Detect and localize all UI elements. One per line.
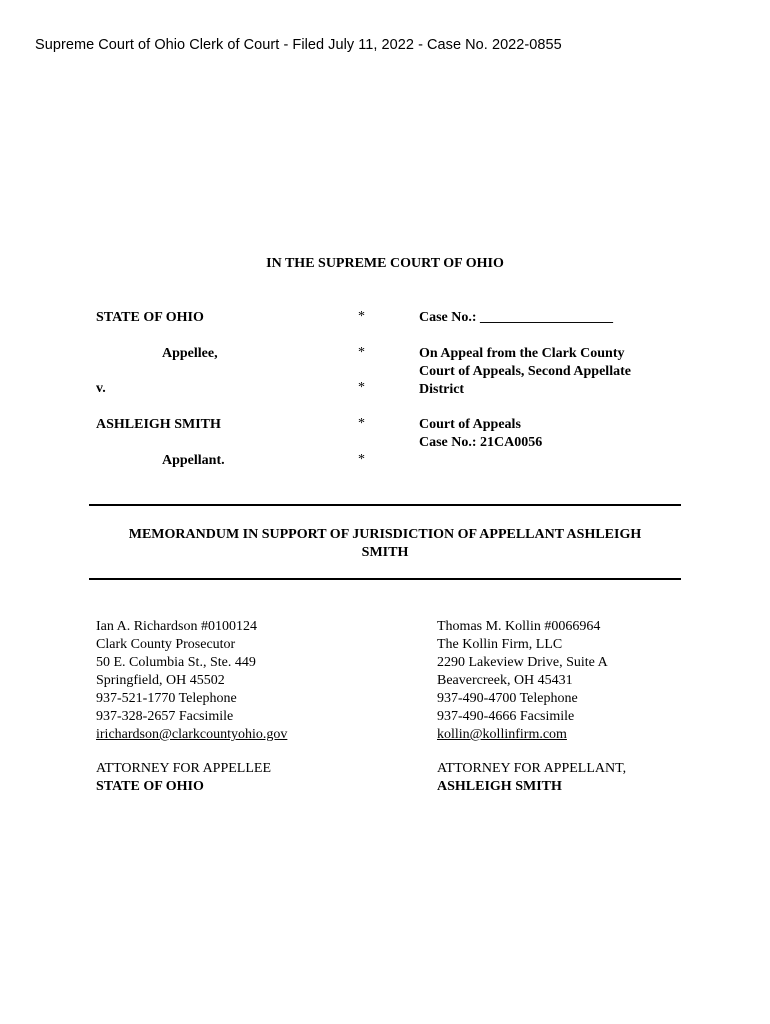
counsel-office: The Kollin Firm, LLC: [437, 637, 563, 652]
top-divider: [89, 504, 681, 506]
appellant-name: ASHLEIGH SMITH: [96, 417, 221, 432]
appellee-role: Appellee,: [162, 346, 218, 361]
appellant-counsel-block: [437, 618, 608, 744]
bottom-divider: [89, 578, 681, 580]
appeal-origin-line: District: [419, 382, 465, 397]
appeal-origin: [419, 345, 631, 399]
court-of-appeals-label: Court of Appeals: [419, 417, 521, 432]
caption-separator: *: [358, 309, 365, 324]
court-heading: IN THE SUPREME COURT OF OHIO: [266, 256, 504, 271]
counsel-fax: 937-490-4666 Facsimile: [437, 709, 575, 724]
memorandum-title-line: SMITH: [361, 545, 409, 560]
counsel-name: Ian A. Richardson #0100124: [96, 619, 257, 634]
counsel-name: Thomas M. Kollin #0066964: [437, 619, 601, 634]
caption-separator: *: [358, 416, 365, 431]
appeal-origin-line: On Appeal from the Clark County: [419, 346, 625, 361]
counsel-phone: 937-490-4700 Telephone: [437, 691, 578, 706]
versus-label: v.: [96, 381, 106, 396]
court-of-appeals-case: [419, 416, 542, 452]
caption-separator: *: [358, 380, 365, 395]
appellee-role-designation: [96, 760, 271, 796]
counsel-office: Clark County Prosecutor: [96, 637, 236, 652]
counsel-address: 2290 Lakeview Drive, Suite A: [437, 655, 608, 670]
appellant-role: Appellant.: [162, 453, 225, 468]
role-line: ATTORNEY FOR APPELLANT,: [437, 761, 627, 776]
appellee-name: STATE OF OHIO: [96, 310, 204, 325]
filing-stamp: Supreme Court of Ohio Clerk of Court - Filed July 11, 2022 - Case No. 2022-0855: [35, 37, 562, 53]
appellee-counsel-block: [96, 618, 287, 744]
counsel-email-link[interactable]: kollin@kollinfirm.com: [437, 727, 567, 742]
counsel-city: Springfield, OH 45502: [96, 673, 225, 688]
caption-separator: *: [358, 452, 365, 467]
memorandum-title-line: MEMORANDUM IN SUPPORT OF JURISDICTION OF APPELLANT ASHLEIGH: [128, 527, 642, 542]
counsel-address: 50 E. Columbia St., Ste. 449: [96, 655, 256, 670]
memorandum-title: [89, 526, 681, 562]
role-party: ASHLEIGH SMITH: [437, 779, 562, 794]
appellant-role-designation: [437, 760, 626, 796]
counsel-fax: 937-328-2657 Facsimile: [96, 709, 234, 724]
court-of-appeals-case-number: Case No.: 21CA0056: [419, 435, 543, 450]
role-line: ATTORNEY FOR APPELLEE: [96, 761, 272, 776]
counsel-city: Beavercreek, OH 45431: [437, 673, 573, 688]
counsel-phone: 937-521-1770 Telephone: [96, 691, 237, 706]
appeal-origin-line: Court of Appeals, Second Appellate: [419, 364, 631, 379]
role-party: STATE OF OHIO: [96, 779, 204, 794]
case-number-field: Case No.: ___________________: [419, 310, 614, 325]
counsel-email-link[interactable]: irichardson@clarkcountyohio.gov: [96, 727, 288, 742]
caption-separator: *: [358, 345, 365, 360]
